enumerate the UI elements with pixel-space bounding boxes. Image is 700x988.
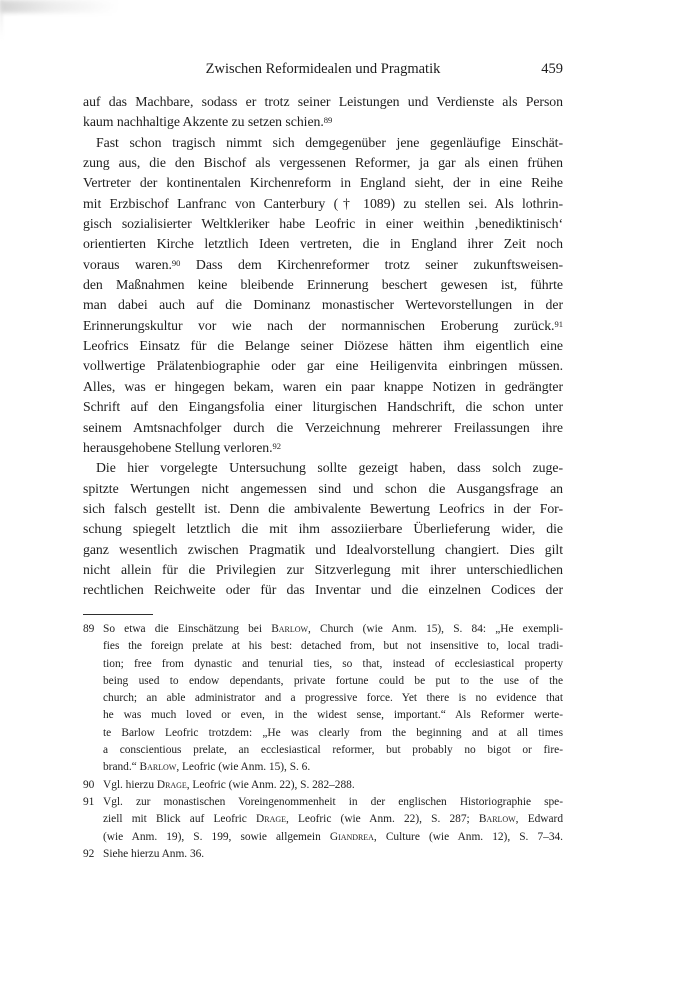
text-line: Erinnerungskultur vor wie nach der normannischen Eroberung zurück.$^{91}$ [83, 317, 563, 333]
text-line: herausgehobene Stellung verloren.$^{92}$ [83, 439, 282, 455]
running-head [83, 60, 563, 78]
smallcaps-author-name: Drage [156, 778, 187, 791]
text-line: spitzte Wertungen nicht angemessen sind und schon die Ausgangsfrage an [83, 480, 563, 496]
footnote-number: 90 [83, 778, 95, 791]
text-line: kaum nachhaltige Akzente zu setzen schien.$^{89}$ [83, 114, 333, 130]
text-line: voraus waren.$^{90}$ Dass dem Kirchenreformer trotz seiner zukunftsweisen- [83, 256, 563, 272]
text-line: he was much loved or even, in the widest sense, important.“ Als Reformer werte- [103, 709, 563, 722]
footnote-number: 92 [83, 847, 95, 860]
text-line: mit Erzbischof Lanfranc von Canterbury († 1089) zu stellen sei. Als lothrin- [83, 195, 563, 211]
footnote-reference: 90 [171, 257, 181, 268]
text-line: ganz wesentlich zwischen Pragmatik und Idealvorstellung changiert. Dies gilt [83, 541, 563, 557]
text-line: man dabei auch auf die Dominanz monastischer Wertevorstellungen in der [83, 297, 563, 313]
footnote-reference: 91 [554, 318, 563, 329]
footnote-item [83, 621, 563, 777]
smallcaps-author-name: Giandrea [329, 830, 374, 843]
text-line: rechtlichen Reichweite oder für das Inventar und die einzelnen Codices der [83, 582, 563, 598]
text-line: nicht allein für die Privilegien zur Sitzverlegung mit ihrer unterschiedlichen [83, 561, 563, 577]
footnote-item [83, 794, 563, 846]
text-line: tion; free from dynastic and tenurial ties, so that, instead of ecclesiastical property [103, 657, 563, 670]
scan-artifact [0, 0, 150, 13]
text-line: Vgl. hierzu Drage, Leofric (wie Anm. 22), S. 282–288. [103, 778, 355, 791]
text-line: Vertreter der kontinentalen Kirchenreform in England sieht, der in eine Reihe [83, 175, 563, 191]
smallcaps-author-name: Barlow [271, 623, 308, 635]
footnote-text [103, 794, 563, 846]
text-line: orientierten Kirche letztlich Ideen vertreten, die in England ihrer Zeit noch [83, 236, 563, 252]
text-line: a conscientious prelate, an ecclesiastical reformer, but probably no bigot or fire- [103, 744, 563, 757]
text-line: So etwa die Einschätzung bei Barlow, Church (wie Anm. 15), S. 84: „He exempli- [103, 623, 563, 635]
footnote-item [83, 846, 563, 863]
text-line: ziell mit Blick auf Leofric Drage, Leofric (wie Anm. 22), S. 287; Barlow, Edward [103, 813, 563, 826]
text-line: fies the foreign prelate at his best: detached from, but not insensitive to, local tradi- [103, 640, 563, 653]
text-line: den Maßnahmen keine bleibende Erinnerung beschert gewesen ist, führte [83, 277, 563, 293]
smallcaps-author-name: Barlow [478, 813, 516, 826]
text-line: Schrift auf den Eingangsfolia einer liturgischen Handschrift, die schon unter [83, 399, 563, 415]
footnote-text [103, 846, 563, 863]
footnote-separator [83, 614, 153, 615]
footnote-item [83, 777, 563, 794]
footnote-list [83, 621, 563, 863]
text-line: zung aus, die den Bischof als vergessenen Reformer, ja gar als einen frühen [83, 155, 563, 171]
text-line: gisch sozialisierter Weltkleriker habe Leofric in einer weithin ‚benediktinisch‘ [83, 216, 563, 232]
running-head-title: Zwischen Reformidealen und Pragmatik [205, 61, 441, 77]
text-line: schung spiegelt letztlich die mit ihm assoziierbare Überlieferung wider, die [83, 521, 563, 537]
footnote-text [103, 777, 563, 794]
text-line: Leofrics Einsatz für die Belange seiner Diözese hätten ihm eigentlich eine [83, 338, 563, 354]
paragraph [83, 133, 563, 459]
footnote-text [103, 621, 563, 777]
scan-edge-artifact [0, 0, 3, 40]
paragraph [83, 458, 563, 600]
text-line: brand.“ Barlow, Leofric (wie Anm. 15), S. 6. [103, 761, 311, 774]
text-line: auf das Machbare, sodass er trotz seiner Leistungen und Verdienste als Person [83, 94, 563, 109]
text-line: seinem Amtsnachfolger durch die Verzeichnung mehrerer Freilassungen ihre [83, 419, 563, 435]
smallcaps-author-name: Barlow [139, 761, 177, 774]
footnote-number: 89 [83, 623, 95, 635]
body-text [83, 92, 563, 601]
footnote-number: 91 [83, 795, 95, 808]
text-line: te Barlow Leofric trotzdem: „He was clearly from the beginning and at all times [103, 726, 563, 739]
footnote-reference: 92 [272, 440, 282, 451]
smallcaps-author-name: Drage [256, 813, 286, 826]
footnote-reference: 89 [323, 115, 333, 126]
text-line: vollwertige Prälatenbiographie oder gar eine Heiligenvita einbringen müssen. [83, 358, 563, 374]
page-number: 459 [541, 61, 563, 77]
text-line: Die hier vorgelegte Untersuchung sollte gezeigt haben, dass solch zuge- [96, 460, 563, 476]
footnotes-section [83, 606, 563, 863]
text-line: Siehe hierzu Anm. 36. [103, 847, 205, 860]
text-line: Vgl. zur monastischen Voreingenommenheit in der englischen Historiographie spe- [103, 795, 563, 808]
text-line: (wie Anm. 19), S. 199, sowie allgemein Giandrea, Culture (wie Anm. 12), S. 7–34. [103, 830, 564, 843]
text-line: sich falsch gestellt ist. Denn die ambivalente Bewertung Leofrics in der For- [83, 500, 563, 516]
paragraph [83, 92, 563, 133]
text-line: church; an able administrator and a progressive force. Yet there is no evidence that [103, 692, 563, 705]
text-line: Fast schon tragisch nimmt sich demgegenüber jene gegenläufige Einschät- [96, 134, 563, 150]
text-line: being used to endow dependants, private fortune could be put to the use of the [103, 674, 563, 687]
text-line: Alles, was er hingegen bekam, waren ein paar knappe Notizen in gedrängter [83, 378, 563, 394]
